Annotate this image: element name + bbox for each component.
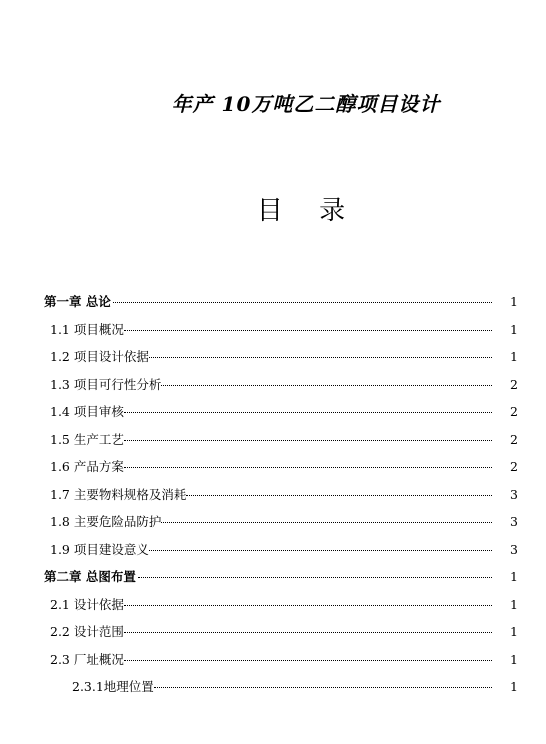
toc-entry-label: 2.3 厂址概况 xyxy=(50,651,124,667)
toc-leader-dots xyxy=(149,357,492,358)
toc-entry-label: 第二章 总图布置 xyxy=(44,569,136,584)
toc-entry-label: 1.3 项目可行性分析 xyxy=(50,376,162,392)
toc-entry-label: 1.7 主要物料规格及消耗 xyxy=(50,486,187,502)
toc-page-number: 1 xyxy=(510,679,518,694)
toc-page-number: 1 xyxy=(510,624,518,639)
toc-leader-dots xyxy=(124,467,492,468)
toc-page-number: 2 xyxy=(510,404,518,419)
toc-entry[interactable] xyxy=(44,512,518,540)
toc-entry[interactable] xyxy=(44,292,518,320)
toc-leader-dots xyxy=(124,632,492,633)
toc-entry-label: 2.1 设计依据 xyxy=(50,596,124,612)
toc-entry-label: 2.2 设计范围 xyxy=(50,624,124,639)
toc-entry[interactable] xyxy=(44,320,518,348)
toc-page-number: 2 xyxy=(510,459,518,474)
toc-entry[interactable] xyxy=(44,402,518,430)
toc-entry[interactable] xyxy=(44,375,518,403)
toc-entry[interactable] xyxy=(44,677,518,705)
toc-page-number: 3 xyxy=(510,541,518,557)
toc-entry-label: 1.8 主要危险品防护 xyxy=(50,514,162,529)
toc-leader-dots xyxy=(138,577,492,578)
toc-entry-label: 1.4 项目审核 xyxy=(50,404,124,419)
toc-page-number: 2 xyxy=(510,431,518,447)
toc-leader-dots xyxy=(124,330,492,331)
toc-leader-dots xyxy=(124,660,492,661)
toc-entry-label: 1.2 项目设计依据 xyxy=(50,349,149,364)
toc-entry-label: 第一章 总论 xyxy=(44,294,111,309)
toc-heading: 目 录 xyxy=(256,196,360,226)
toc-leader-dots xyxy=(149,550,492,551)
toc-entry[interactable] xyxy=(44,485,518,513)
toc-page-number: 1 xyxy=(510,596,518,612)
toc-page-number: 1 xyxy=(510,651,518,667)
toc-page-number: 1 xyxy=(510,569,518,584)
toc-entry[interactable] xyxy=(44,457,518,485)
toc-page-number: 3 xyxy=(510,486,518,502)
toc-entry[interactable] xyxy=(44,650,518,678)
toc-entry-label: 1.5 生产工艺 xyxy=(50,431,124,447)
toc-entry[interactable] xyxy=(44,567,518,595)
toc-entry[interactable] xyxy=(44,595,518,623)
toc-page-number: 3 xyxy=(510,514,518,529)
toc-leader-dots xyxy=(161,522,492,523)
toc-entry-label: 1.6 产品方案 xyxy=(50,459,124,474)
toc-leader-dots xyxy=(113,302,492,303)
toc-page-number: 2 xyxy=(510,376,518,392)
toc-entry[interactable] xyxy=(44,622,518,650)
toc-leader-dots xyxy=(124,412,492,413)
toc-entry-label: 1.9 项目建设意义 xyxy=(50,541,149,557)
toc-page-number: 1 xyxy=(510,321,518,337)
toc-page-number: 1 xyxy=(510,294,518,309)
toc-entry[interactable] xyxy=(44,430,518,458)
toc-leader-dots xyxy=(124,605,492,606)
document-title: 年产 10万吨乙二醇项目设计 xyxy=(171,92,441,116)
toc-entry[interactable] xyxy=(44,540,518,568)
toc-page-number: 1 xyxy=(510,349,518,364)
toc-leader-dots xyxy=(124,440,492,441)
toc-leader-dots xyxy=(186,495,492,496)
toc-entry[interactable] xyxy=(44,347,518,375)
toc-leader-dots xyxy=(154,687,492,688)
toc-entry-label: 1.1 项目概况 xyxy=(50,321,124,337)
toc-leader-dots xyxy=(161,385,492,386)
table-of-contents xyxy=(44,292,518,705)
toc-entry-label: 2.3.1地理位置 xyxy=(72,679,154,694)
